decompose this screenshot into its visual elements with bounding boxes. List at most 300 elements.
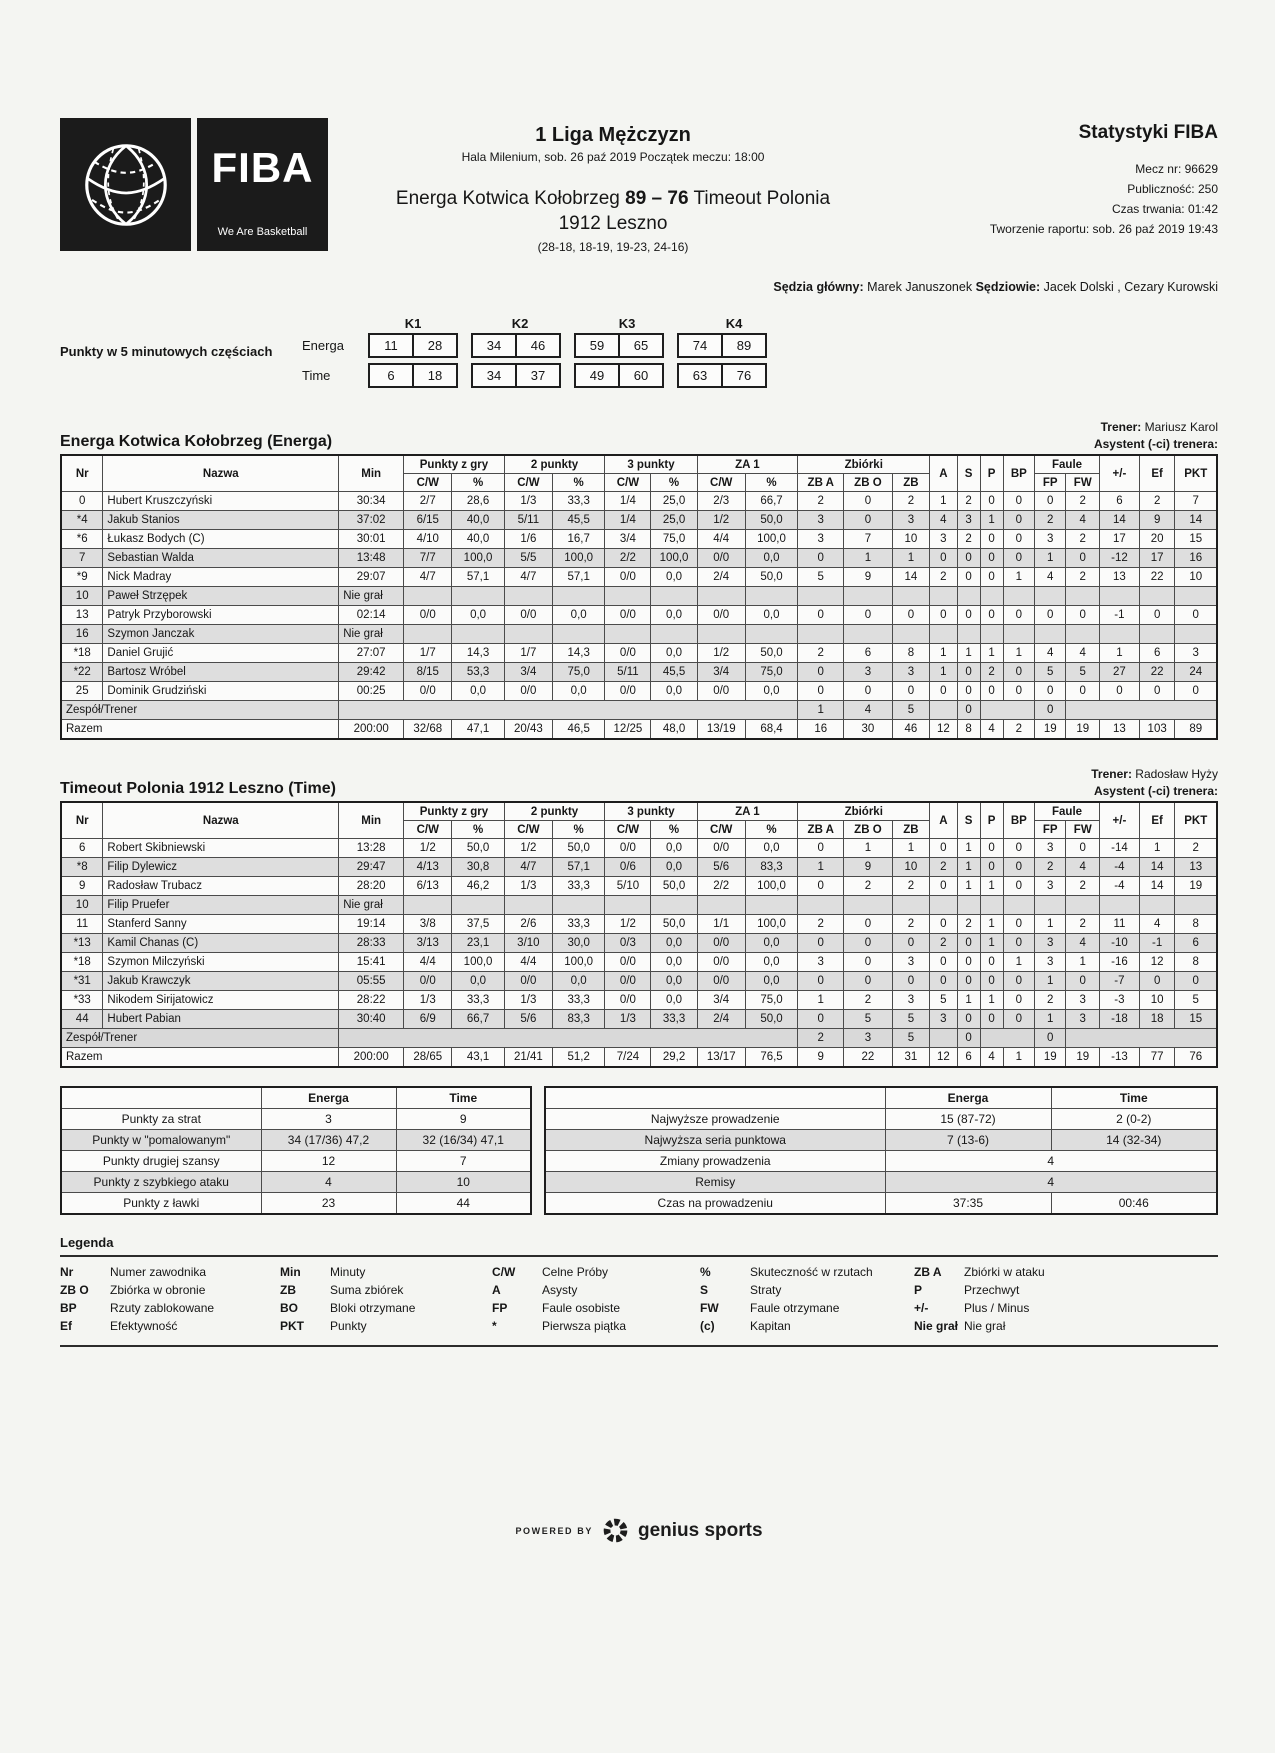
stat-cell: 33,3 (552, 991, 604, 1010)
stat-cell: 0 (844, 934, 892, 953)
column-header: ZB O (844, 474, 892, 492)
stat-cell: 27 (1100, 663, 1140, 682)
column-header: C/W (605, 474, 651, 492)
stat-cell: 5/6 (504, 1010, 552, 1029)
stat-cell: 1 (957, 858, 980, 877)
summary-value: 4 (885, 1151, 1217, 1172)
minutes: 28:20 (339, 877, 404, 896)
stat-cell: 0 (1066, 549, 1100, 568)
stat-cell: 4 (1035, 644, 1066, 663)
quarter-row (302, 333, 796, 358)
legend-term: C/W (492, 1265, 516, 1279)
stat-cell: 1/3 (404, 991, 452, 1010)
stat-cell: 11 (1100, 915, 1140, 934)
stat-cell (930, 625, 957, 644)
stat-cell: 1 (798, 991, 844, 1010)
stat-cell: 76,5 (745, 1048, 797, 1068)
legend-term: * (492, 1319, 497, 1333)
stat-cell: 4 (844, 701, 892, 720)
stat-cell: 28/65 (404, 1048, 452, 1068)
legend-definition: Nie grał (964, 1319, 1006, 1333)
stat-cell (980, 896, 1003, 915)
stat-cell: 1 (980, 915, 1003, 934)
stat-cell: 1 (1003, 1048, 1034, 1068)
stat-cell: 50,0 (452, 839, 504, 858)
stat-cell: 13 (1175, 858, 1217, 877)
stat-cell: 100,0 (745, 530, 797, 549)
stat-cell: 7/24 (605, 1048, 651, 1068)
legend-entry (280, 1319, 492, 1333)
stat-cell: -7 (1100, 972, 1140, 991)
stat-cell: 0 (1003, 511, 1034, 530)
stat-cell (1066, 587, 1100, 606)
stat-cell: 1 (1035, 549, 1066, 568)
stat-cell: 0/0 (605, 991, 651, 1010)
stat-cell: 12/25 (605, 720, 651, 740)
stat-cell: 14,3 (452, 644, 504, 663)
legend-entry (492, 1283, 700, 1297)
stat-cell: 18 (1139, 1010, 1175, 1029)
minutes: 30:34 (339, 492, 404, 511)
stat-cell: 0,0 (745, 934, 797, 953)
stat-cell: 3 (930, 1010, 957, 1029)
legend-definition: Zbiórka w obronie (110, 1283, 206, 1297)
summary-row-label: Punkty z szybkiego ataku (61, 1172, 261, 1193)
stat-cell: 2 (892, 877, 930, 896)
stat-cell: 2/3 (697, 492, 745, 511)
stat-cell: 6 (1175, 934, 1217, 953)
summary-value: 7 (13-6) (885, 1130, 1051, 1151)
stat-cell: 0/0 (697, 682, 745, 701)
team-stats-table (60, 454, 1218, 740)
stat-cell: 0/0 (404, 682, 452, 701)
team-b-name: Timeout Polonia (693, 188, 831, 209)
stat-cell: 1 (980, 511, 1003, 530)
stat-cell: 5 (892, 1029, 930, 1048)
column-header: Nr (61, 802, 103, 839)
stat-cell: 46,2 (452, 877, 504, 896)
stat-cell (844, 896, 892, 915)
stat-cell: 0 (980, 530, 1003, 549)
stat-cell (404, 896, 452, 915)
report-header (60, 118, 1218, 254)
stat-cell: 1/3 (504, 877, 552, 896)
stat-cell: 2 (957, 492, 980, 511)
stat-cell: 1/2 (404, 839, 452, 858)
stat-cell (552, 896, 604, 915)
player-number: *8 (61, 858, 103, 877)
stat-cell: 0,0 (651, 953, 697, 972)
stat-cell: 12 (930, 720, 957, 740)
team-stats-table-holder (60, 454, 1218, 740)
quarter-team-label: Time (302, 368, 331, 383)
coach-label: Trener: (1091, 767, 1132, 781)
legend-definition: Punkty (330, 1319, 367, 1333)
summary-row (61, 1193, 531, 1215)
stat-cell: 0 (1066, 682, 1100, 701)
league-title: 1 Liga Mężczyzn (535, 124, 691, 146)
legend-title: Legenda (60, 1235, 114, 1250)
stat-cell: 4/7 (404, 568, 452, 587)
stat-cell (404, 625, 452, 644)
player-row (61, 587, 1217, 606)
stat-cell: 0 (980, 972, 1003, 991)
stat-cell: 4 (1066, 858, 1100, 877)
stat-cell: 1 (930, 644, 957, 663)
stat-cell: 0/3 (605, 934, 651, 953)
stat-cell: 0 (844, 972, 892, 991)
minutes: 13:48 (339, 549, 404, 568)
column-header: % (452, 474, 504, 492)
column-header: Ef (1139, 455, 1175, 492)
stat-cell: -16 (1100, 953, 1140, 972)
stat-cell: 6 (957, 1048, 980, 1068)
stat-cell: 100,0 (452, 549, 504, 568)
stat-cell: 17 (1100, 530, 1140, 549)
stat-cell (1100, 625, 1140, 644)
stat-cell: 16 (1175, 549, 1217, 568)
stat-cell: 0 (930, 953, 957, 972)
legend-entry (700, 1283, 914, 1297)
summary-tables (60, 1086, 1218, 1215)
stat-cell: 0 (930, 915, 957, 934)
quarter-score-group (677, 363, 767, 388)
minutes: 28:33 (339, 934, 404, 953)
legend-entry (492, 1265, 700, 1279)
stat-cell: 3/4 (697, 663, 745, 682)
stat-cell (1003, 587, 1034, 606)
player-number: *13 (61, 934, 103, 953)
match-number: Mecz nr: 96629 (1135, 162, 1218, 176)
summary-value: 37:35 (885, 1193, 1051, 1215)
player-number: *18 (61, 644, 103, 663)
stat-cell: -10 (1100, 934, 1140, 953)
stat-cell: 77 (1139, 1048, 1175, 1068)
stat-cell (1003, 896, 1034, 915)
minutes: 30:40 (339, 1010, 404, 1029)
stat-cell: 1/3 (605, 1010, 651, 1029)
stat-cell: 0 (892, 682, 930, 701)
summary-row-label: Punkty drugiej szansy (61, 1151, 261, 1172)
player-number: 11 (61, 915, 103, 934)
minutes: 200:00 (339, 1048, 404, 1068)
quarter-score-cell: 18 (412, 365, 456, 386)
player-row (61, 625, 1217, 644)
stat-cell: 14 (892, 568, 930, 587)
stat-cell: 0,0 (651, 972, 697, 991)
minutes: 29:47 (339, 858, 404, 877)
summary-value: 4 (885, 1172, 1217, 1193)
player-row (61, 915, 1217, 934)
stat-cell: 0 (844, 606, 892, 625)
stat-cell: 5 (892, 1010, 930, 1029)
stat-cell: 2/4 (697, 1010, 745, 1029)
legend-definition: Kapitan (750, 1319, 791, 1333)
stat-cell: 4 (1035, 568, 1066, 587)
stat-cell: 3 (1035, 877, 1066, 896)
player-number: 10 (61, 896, 103, 915)
column-header: PKT (1175, 802, 1217, 839)
column-header: ZB A (798, 821, 844, 839)
team-row-label: Zespół/Trener (61, 1029, 339, 1048)
stat-cell: 6/9 (404, 1010, 452, 1029)
legend-term: FP (492, 1301, 508, 1315)
stat-cell: 0 (957, 701, 980, 720)
stat-cell (1175, 896, 1217, 915)
totals-label: Razem (61, 1048, 339, 1068)
player-row (61, 934, 1217, 953)
player-name: Sebastian Walda (103, 549, 339, 568)
stat-cell: 57,1 (552, 568, 604, 587)
stat-cell: 0/0 (504, 682, 552, 701)
stat-cell: 6 (1100, 492, 1140, 511)
player-row (61, 663, 1217, 682)
stat-cell: 21/41 (504, 1048, 552, 1068)
referees-names: Jacek Dolski , Cezary Kurowski (1043, 280, 1218, 294)
stat-cell (504, 587, 552, 606)
stat-cell: 1 (957, 877, 980, 896)
player-name: Nikodem Sirijatowicz (103, 991, 339, 1010)
stat-cell: 1 (1003, 568, 1034, 587)
column-header: BP (1003, 455, 1034, 492)
stat-cell: 45,5 (651, 663, 697, 682)
stat-cell (892, 587, 930, 606)
report-created: Tworzenie raportu: sob. 26 paź 2019 19:43 (989, 222, 1218, 236)
stat-cell: 0,0 (651, 934, 697, 953)
fiba-logo (60, 118, 328, 251)
player-name: Hubert Kruszczyński (103, 492, 339, 511)
minutes: 19:14 (339, 915, 404, 934)
stat-cell (452, 625, 504, 644)
stat-cell: -14 (1100, 839, 1140, 858)
column-header: S (957, 802, 980, 839)
stat-cell: 0 (1003, 606, 1034, 625)
legend-term: ZB A (914, 1265, 942, 1279)
player-row (61, 606, 1217, 625)
stat-cell (1139, 896, 1175, 915)
player-name: Daniel Grujić (103, 644, 339, 663)
summary-value: 10 (396, 1172, 531, 1193)
stat-cell: 8 (1175, 915, 1217, 934)
player-number: *33 (61, 991, 103, 1010)
stat-cell (552, 587, 604, 606)
stat-cell: 83,3 (552, 1010, 604, 1029)
stat-cell: 100,0 (552, 953, 604, 972)
column-header: 3 punkty (605, 802, 697, 821)
quarter-score-cell: 89 (721, 335, 765, 356)
stat-cell: 0 (1003, 839, 1034, 858)
stat-cell: 51,2 (552, 1048, 604, 1068)
player-number: 9 (61, 877, 103, 896)
officials-line (60, 280, 1218, 294)
stat-cell: 0 (957, 1010, 980, 1029)
player-name: Szymon Milczyński (103, 953, 339, 972)
quarter-header: K4 (725, 316, 743, 331)
legend-definition: Przechwyt (964, 1283, 1020, 1297)
column-header: FP (1035, 474, 1066, 492)
stat-cell: 0 (1035, 492, 1066, 511)
match-header (328, 118, 898, 254)
stat-cell: 0/0 (697, 972, 745, 991)
stat-cell (844, 587, 892, 606)
stat-cell: 33,3 (552, 492, 604, 511)
player-row (61, 682, 1217, 701)
stat-cell: 0 (1003, 991, 1034, 1010)
stat-cell: 4/7 (504, 858, 552, 877)
legend-definition: Bloki otrzymane (330, 1301, 416, 1315)
stat-cell (745, 587, 797, 606)
legend-definition: Asysty (542, 1283, 578, 1297)
stat-cell (892, 896, 930, 915)
stat-cell: 1 (980, 991, 1003, 1010)
assistants-label: Asystent (-ci) trenera: (1093, 437, 1218, 451)
stat-cell (957, 896, 980, 915)
column-header: C/W (404, 821, 452, 839)
stat-cell: 0 (1003, 549, 1034, 568)
player-row (61, 549, 1217, 568)
stat-cell: 3 (957, 511, 980, 530)
stat-cell: 20 (1139, 530, 1175, 549)
game-duration: Czas trwania: 01:42 (1111, 202, 1218, 216)
column-header: Min (339, 455, 404, 492)
stat-cell: 0 (980, 549, 1003, 568)
stat-cell: 0 (1003, 877, 1034, 896)
player-number: 7 (61, 549, 103, 568)
quarter-team-label: Energa (302, 338, 344, 353)
stat-cell: 6/15 (404, 511, 452, 530)
stat-cell: 2 (892, 915, 930, 934)
stat-cell: 0 (798, 839, 844, 858)
stat-cell: 1/3 (504, 991, 552, 1010)
stat-cell (1035, 896, 1066, 915)
stat-cell: 0 (844, 915, 892, 934)
legend-term: Ef (60, 1319, 72, 1333)
stat-cell: 3 (1035, 530, 1066, 549)
player-row (61, 492, 1217, 511)
stat-cell: 50,0 (745, 644, 797, 663)
summary-team-header: Time (1051, 1087, 1217, 1109)
stat-cell: 0/0 (504, 606, 552, 625)
stat-cell: 2 (1066, 877, 1100, 896)
legend-entry (492, 1301, 700, 1315)
stat-cell: 0 (957, 549, 980, 568)
stat-cell: 12 (930, 1048, 957, 1068)
stat-cell: 1/2 (504, 839, 552, 858)
stat-cell: 0 (798, 1010, 844, 1029)
summary-team-header: Energa (885, 1087, 1051, 1109)
stat-cell: 4/4 (504, 953, 552, 972)
quarter-breakdown: (28-18, 18-19, 19-23, 24-16) (537, 240, 689, 254)
fiba-basketball-icon (60, 118, 191, 251)
stat-cell: 1 (1100, 644, 1140, 663)
player-row (61, 858, 1217, 877)
stat-cell: 45,5 (552, 511, 604, 530)
stat-cell: 9 (844, 568, 892, 587)
column-header: C/W (605, 821, 651, 839)
stat-cell: 19 (1066, 720, 1100, 740)
summary-row-label: Punkty z ławki (61, 1193, 261, 1215)
summary-header-blank (61, 1087, 261, 1109)
quarter-score-group (677, 333, 767, 358)
stat-cell: 2 (844, 991, 892, 1010)
summary-team-header: Time (396, 1087, 531, 1109)
stat-cell (1175, 625, 1217, 644)
stat-cell: 0 (892, 934, 930, 953)
minutes: 37:02 (339, 511, 404, 530)
stat-cell: 5/5 (504, 549, 552, 568)
stat-cell: 0 (957, 568, 980, 587)
legend-entry (492, 1319, 700, 1333)
stat-cell: 0 (1100, 682, 1140, 701)
stat-cell (892, 625, 930, 644)
stat-cell: 2 (798, 915, 844, 934)
stat-cell: 0 (1035, 682, 1066, 701)
stat-cell: 0 (1175, 606, 1217, 625)
column-header: PKT (1175, 455, 1217, 492)
legend-entry (914, 1265, 1218, 1279)
summary-row-label: Najwyższa seria punktowa (545, 1130, 885, 1151)
stat-cell: 2 (844, 877, 892, 896)
column-header: P (980, 455, 1003, 492)
stat-cell: 66,7 (745, 492, 797, 511)
stat-cell: 43,1 (452, 1048, 504, 1068)
stat-cell: 9 (798, 1048, 844, 1068)
stat-cell: 0 (980, 492, 1003, 511)
column-header: Nazwa (103, 455, 339, 492)
genius-sports-wordmark: genius sports (637, 1519, 763, 1541)
venue-date-line: Hala Milenium, sob. 26 paź 2019 Początek meczu: 18:00 (461, 150, 765, 164)
stat-cell: 10 (892, 858, 930, 877)
column-header: Zbiórki (798, 802, 930, 821)
stat-cell: 1 (1035, 1010, 1066, 1029)
stat-cell: 0,0 (452, 682, 504, 701)
stat-cell: 0 (930, 972, 957, 991)
stat-cell: 1/1 (697, 915, 745, 934)
quarter-score-cell: 11 (384, 338, 398, 353)
stat-cell: 5/6 (697, 858, 745, 877)
quarter-score-cell: 59 (589, 338, 605, 353)
legend-definition: Minuty (330, 1265, 366, 1279)
column-header: Min (339, 802, 404, 839)
stat-cell: 0 (957, 953, 980, 972)
stat-cell: -12 (1100, 549, 1140, 568)
stat-cell: 0 (957, 606, 980, 625)
stat-cell: 16 (798, 720, 844, 740)
legend-definition: Straty (750, 1283, 782, 1297)
stat-cell: 4/4 (697, 530, 745, 549)
player-number: *18 (61, 953, 103, 972)
stat-cell: 1 (980, 934, 1003, 953)
stat-cell: 0 (798, 549, 844, 568)
column-header: BP (1003, 802, 1034, 839)
coach-info (1091, 764, 1218, 798)
quarter-score-group (574, 333, 664, 358)
player-number: 13 (61, 606, 103, 625)
stat-cell: 0,0 (651, 606, 697, 625)
stat-cell: 50,0 (745, 568, 797, 587)
stat-cell: 0/0 (605, 972, 651, 991)
stat-cell: 3/4 (605, 530, 651, 549)
stat-cell: 0,0 (651, 644, 697, 663)
stat-cell: 1 (892, 549, 930, 568)
stat-cell: 0 (798, 682, 844, 701)
stat-cell: -4 (1100, 858, 1140, 877)
legend-definition: Numer zawodnika (110, 1265, 207, 1279)
stat-cell: 25,0 (651, 511, 697, 530)
stat-cell: 0 (957, 934, 980, 953)
footer (60, 1517, 1218, 1544)
stat-cell: 75,0 (745, 991, 797, 1010)
